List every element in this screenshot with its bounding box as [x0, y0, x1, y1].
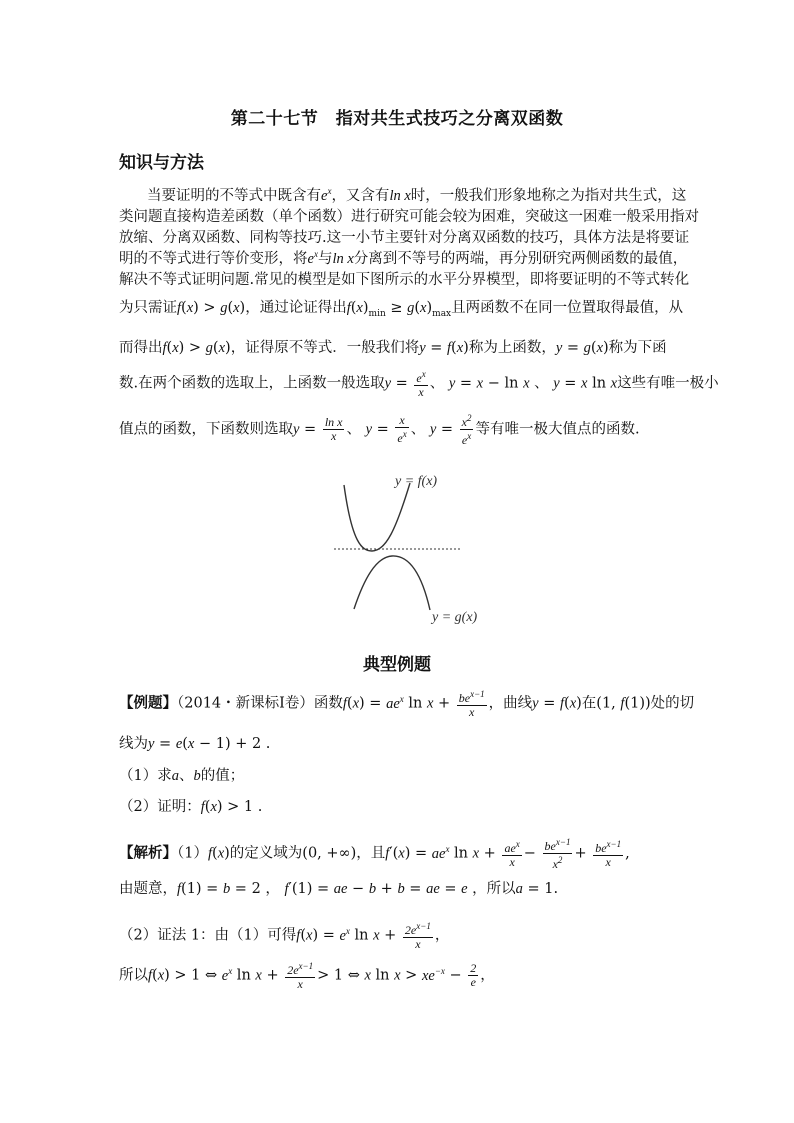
paragraph-line-1: 当要证明的不等式中既含有$e^x$，又含有ln x时，一般我们形象地称之为指对共生式，这 [147, 186, 687, 204]
upper-function-curve [344, 483, 410, 551]
paragraph-line-4: 明的不等式进行等价变形，将$e^x$与ln x分离到不等号的两端，再分别研究两侧函数的最值， [119, 249, 688, 267]
paragraph-line-9: 值点的函数，下函数则选取y = $\frac{\text{ln x}}{x}$ 、 y = $\frac{x}{e^x}$ 、 y = $\frac{x^2}{e^x}$ 等有唯一极大值点的函数. [119, 413, 640, 447]
paragraph-line-7: 而得出f(x) > g(x)，证得原不等式．一般我们将y = f(x)称为上函数，y = g(x)称为下函 [119, 340, 667, 356]
upper-function-label: y = f(x) [395, 474, 438, 489]
lower-function-curve [354, 556, 430, 610]
question-2: （2）证明：f(x) > 1 . [119, 799, 263, 815]
paragraph-line-2: 类问题直接构造差函数（单个函数）进行研究可能会较为困难，突破这一困难一般采用指对 [119, 209, 699, 225]
section-heading-examples: 典型例题 [363, 655, 431, 675]
lower-function-label: y = g(x) [432, 610, 478, 625]
solution-line-1: 【解析】（1）f(x)的定义域为(0, +∞)，且$f'(x) = ae^x$ ln x + $\frac{ae^x}{x}$ − $\frac{be^{x-1}}{x^2}$ + $\frac{be^{x-1}}{x}$ , [119, 837, 630, 871]
paragraph-line-6: 为只需证f(x) > g(x)，通过论证得出$f(x)_{min} \ge g(x)_{max}$且两函数不在同一位置取得最值，从 [119, 300, 684, 319]
paragraph-line-3: 放缩、分离双函数、同构等技巧.这一小节主要针对分离双函数的技巧，具体方法是将要证 [119, 230, 690, 246]
question-1: （1）求a、b的值； [119, 768, 245, 784]
example-line-1: 【例题】（2014・新课标Ⅰ卷）函数$f(x) = ae^x$ ln x + $\frac{be^{x-1}}{x}$ ，曲线y = f(x)在(1, f(1))处的切 [119, 689, 695, 719]
paragraph-line-5: 解决不等式证明问题.常见的模型是如下图所示的水平分界模型，即将要证明的不等式转化 [119, 272, 690, 288]
page-title: 第二十七节 指对共生式技巧之分离双函数 [230, 109, 564, 129]
paragraph-line-8: 数.在两个函数的选取上，上函数一般选取y = $\frac{e^x}{x}$ 、 y = x − ln x 、 y = x ln x这些有唯一极小 [119, 369, 719, 399]
solution-line-2: 由题意，f(1) = b = 2 ， f′(1) = ae − b + b = ae = e ，所以a = 1. [119, 881, 559, 897]
section-heading-knowledge: 知识与方法 [119, 153, 204, 173]
solution-line-3: （2）证法 1：由（1）可得$f(x) = e^x$ ln x + $\frac{2e^{x-1}}{x}$ ， [119, 921, 450, 951]
horizontal-separation-figure [0, 465, 794, 635]
example-line-2: 线为y = e(x − 1) + 2 . [119, 736, 271, 752]
solution-line-4: 所以f(x) > 1 ⇔ $e^x$ ln x + $\frac{2e^{x-1}}{x}$ > 1 ⇔ x $\ln x > xe^{-x}$ − $\frac{2}{e}$ ， [119, 961, 495, 991]
